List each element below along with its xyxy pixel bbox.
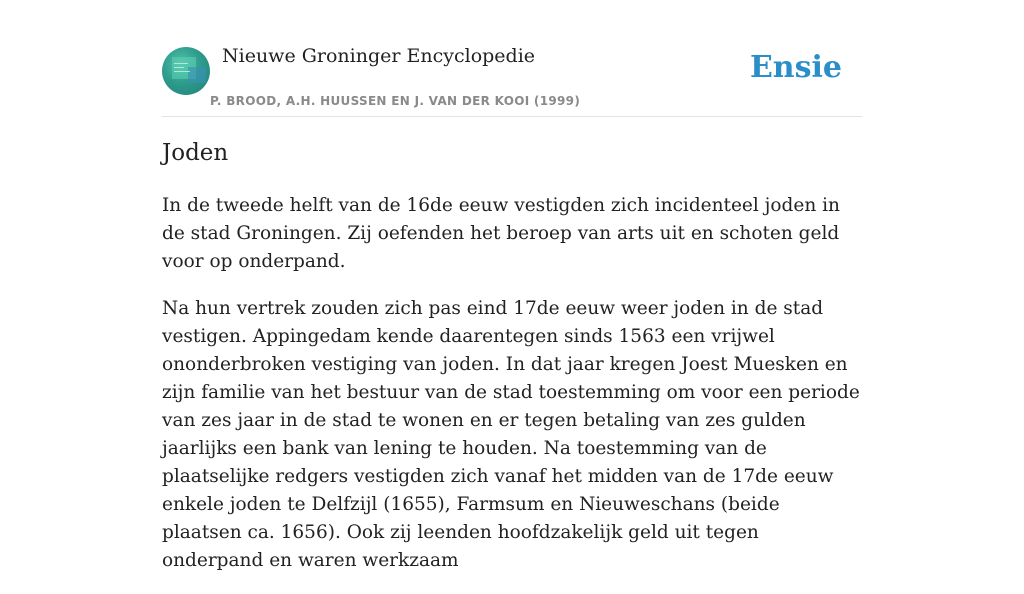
book-authors: P. BROOD, A.H. HUUSSEN EN J. VAN DER KOOI (1999) xyxy=(210,94,581,108)
book-title-link[interactable]: Nieuwe Groninger Encyclopedie xyxy=(222,45,536,67)
article-body xyxy=(162,192,862,594)
article-title: Joden xyxy=(162,140,229,166)
ensie-logo[interactable]: Ensie xyxy=(749,50,842,85)
cover-panel-decoration-2 xyxy=(188,67,206,83)
article-paragraph: In de tweede helft van de 16de eeuw vestigden zich incidenteel joden in de stad Groningen. Zij oefenden het beroep van arts uit en schoten geld voor op onderpand. xyxy=(162,195,840,272)
book-cover-image[interactable] xyxy=(162,47,210,95)
book-header xyxy=(162,0,862,117)
page-container xyxy=(162,0,862,571)
article-paragraph: Na hun vertrek zouden zich pas eind 17de eeuw weer joden in de stad vestigen. Appingedam kende daarentegen sinds 1563 een vrijwel ononderbroken vestiging van joden. In dat jaar kregen Joest Muesken en zijn familie van het bestuur van de stad toestemming om voor een periode van zes jaar in de stad te wonen en er tegen betaling van zes gulden jaarlijks een bank van lening te houden. Na toestemming van de plaatselijke redgers vestigden zich vanaf het midden van de 17de eeuw enkele joden te Delfzijl (1655), Farmsum en Nieuweschans (beide plaatsen ca. 1656). Ook zij leenden hoofdzakelijk geld uit tegen onderpand en waren werkzaam xyxy=(162,298,860,571)
cover-line-decoration xyxy=(174,63,188,64)
cover-line-decoration xyxy=(174,67,184,68)
cover-line-decoration xyxy=(174,71,190,72)
